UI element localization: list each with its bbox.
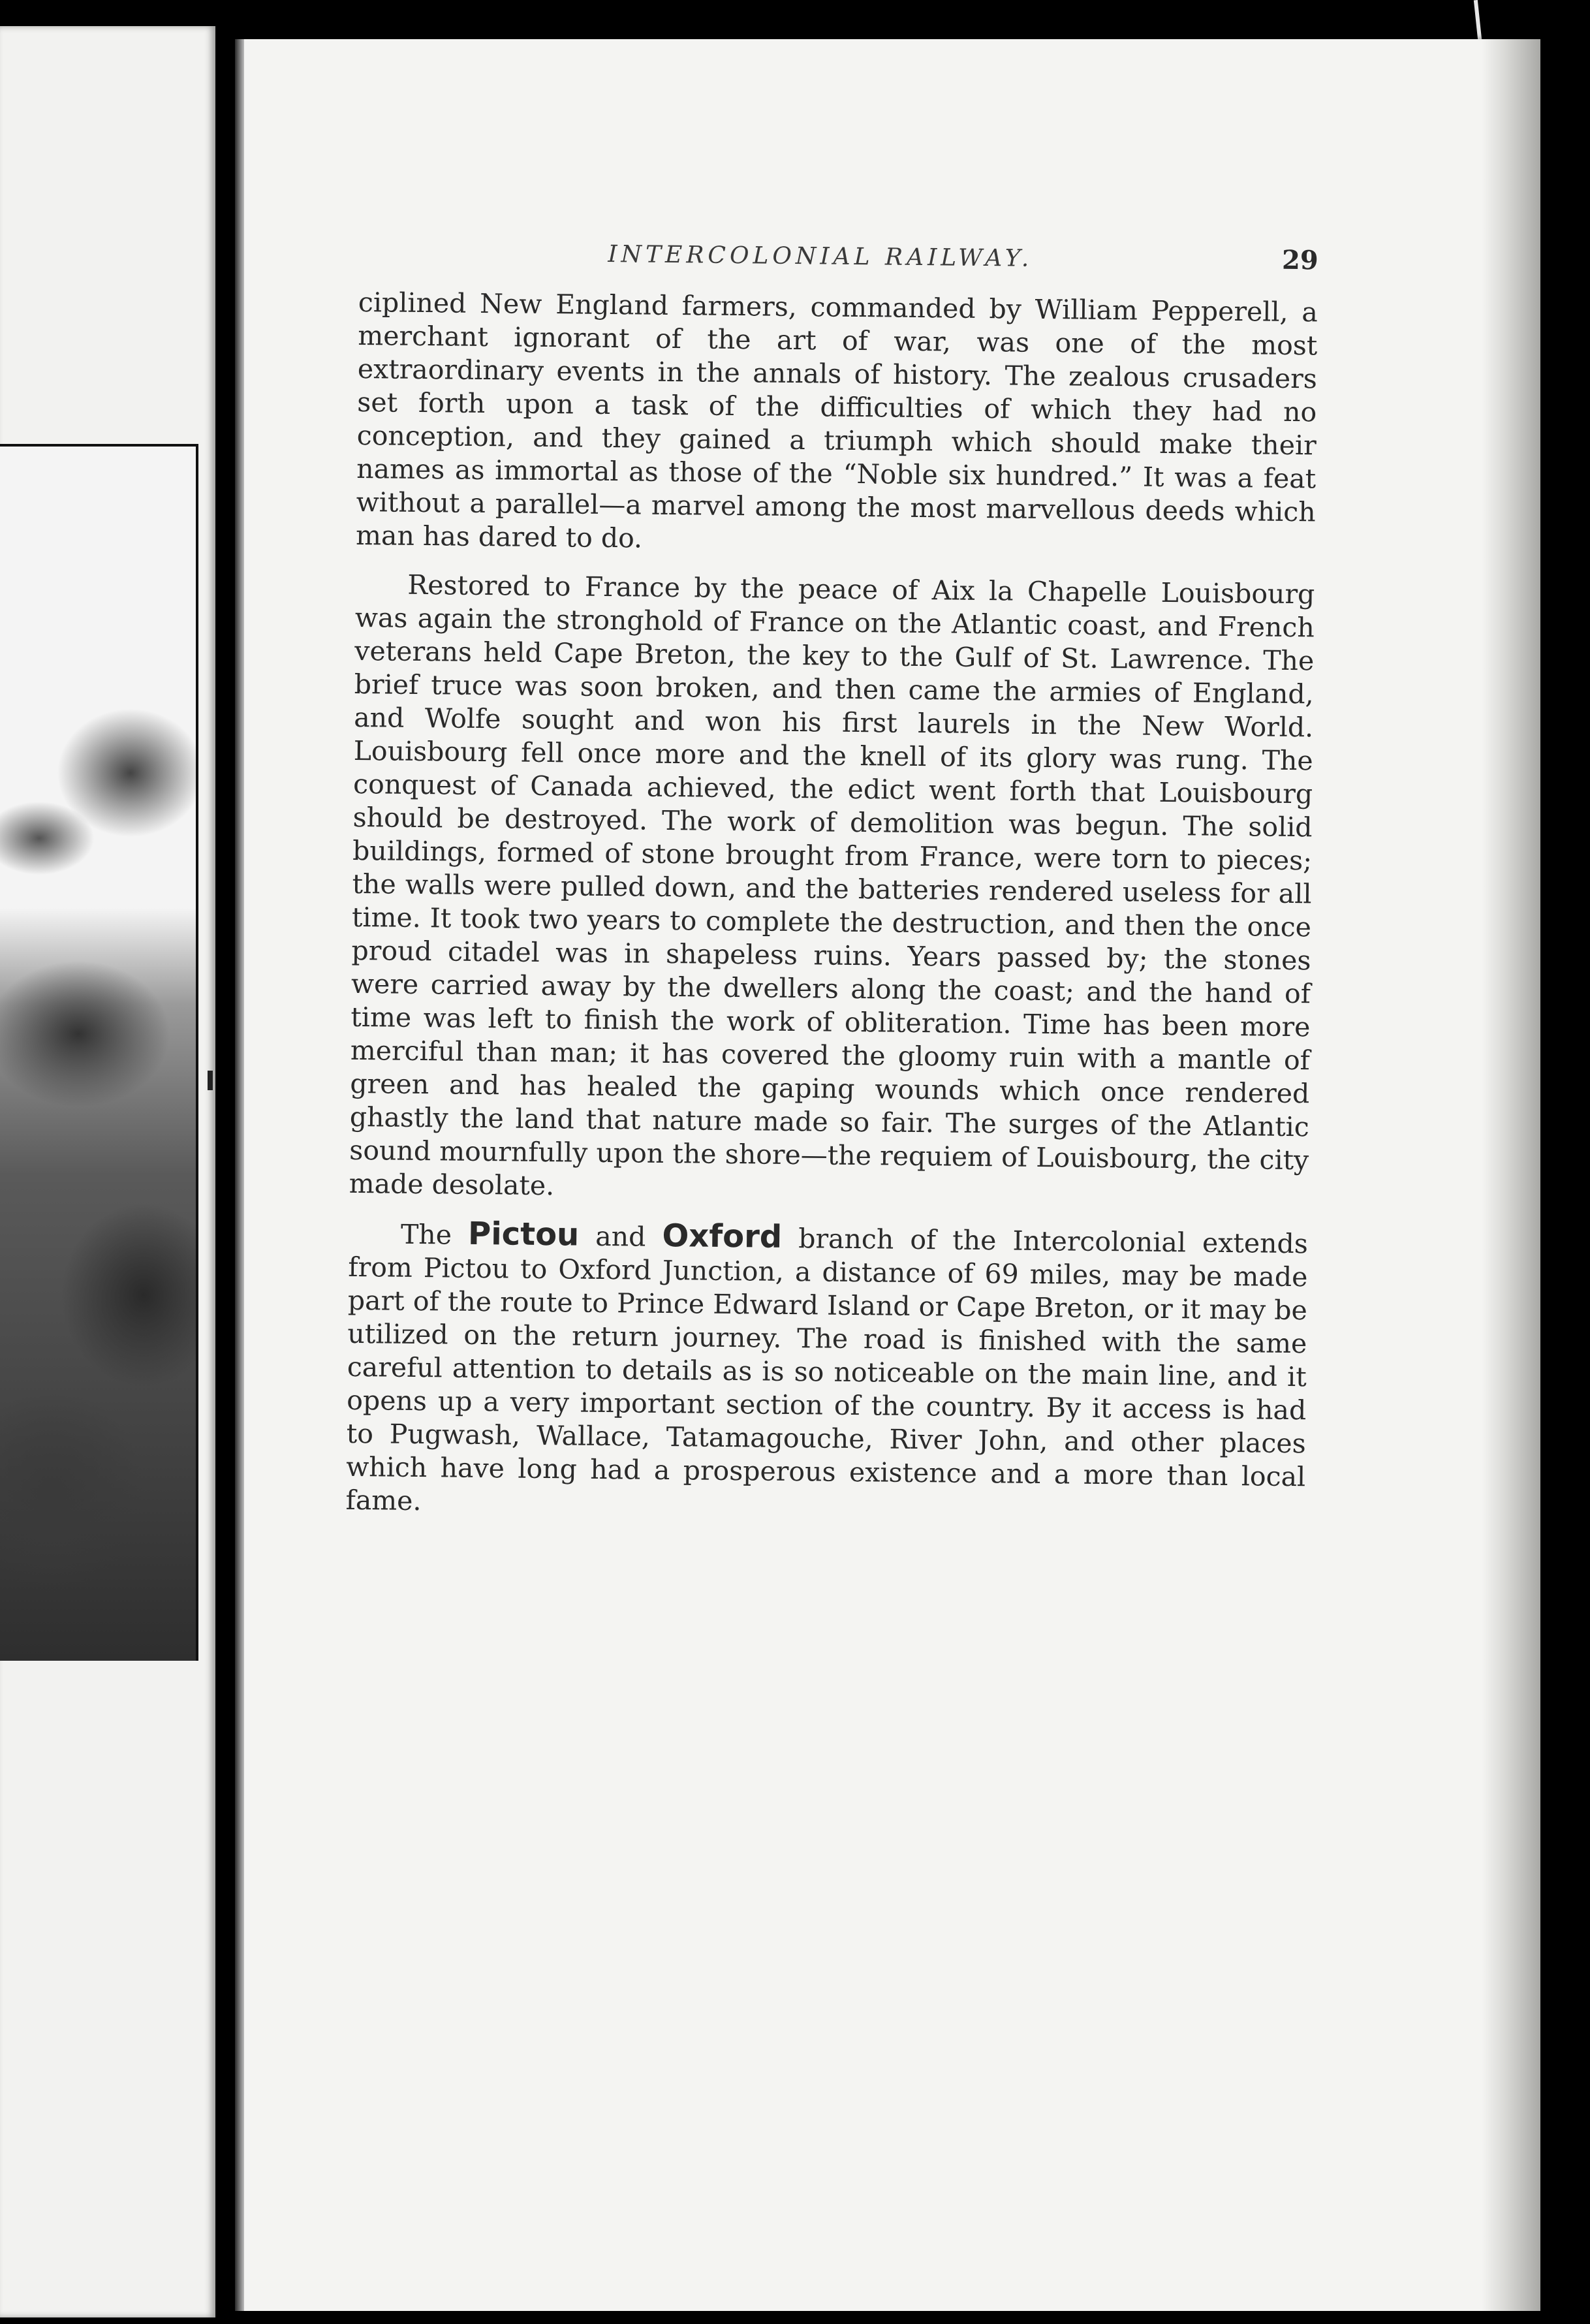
paragraph-3-and: and: [595, 1220, 646, 1253]
paragraph-3: [345, 1216, 1308, 1527]
paragraph-3-lead: The: [400, 1218, 452, 1251]
right-page: [235, 39, 1540, 2311]
running-title: INTERCOLONIAL RAILWAY.: [608, 240, 1033, 272]
place-name-pictou: Pictou: [467, 1215, 580, 1253]
page-edge-shadow: [1482, 39, 1540, 2311]
paragraph-2: Restored to France by the peace of Aix la Chapelle Louisbourg was again the stronghold of France on the Atlantic coast, and French veterans held Cape Breton, the key to the Gulf of St. Lawrence. The brief truce was soon broken, and then came the armies of England, and Wolfe sought and won his first laurels in the New World. Louisbourg fell once more and the knell of its glory was rung. The conquest of Canada achieved, the edict went forth that Louisbourg should be destroyed. The work of demolition was begun. The solid buildings, formed of stone brought from France, were torn to pieces; the walls were pulled down, and the batteries rendered useless for all time. It took two years to complete the destruction, and then the once proud citadel was in shapeless ruins. Years passed by; the stones were carried away by the dwellers along the coast; and the hand of time was left to finish the work of obliteration. Time has been more merciful than man; it has covered the gloomy ruin with a mantle of green and has healed the gaping wounds which once rendered ghastly the land that nature made so fair. The surges of the Atlantic sound mournfully upon the shore—the requiem of Louisbourg, the city made desolate.: [349, 569, 1315, 1202]
left-page: [0, 26, 215, 2317]
text-block: [345, 235, 1318, 1543]
page-spine-shadow: [235, 39, 244, 2311]
left-page-photograph: [0, 444, 198, 1661]
paragraph-3-rest: branch of the Intercolonial extends from Pictou to Oxford Junction, a distance of 69 miles, may be made part of the route to Prince Edward Island or Cape Breton, or it may be utilized on the return journey. The road is finished with the same careful attention to details as is so noticeable on the main line, and it opens up a very important section of the country. By it access is had to Pugwash, Wallace, Tatamagouche, River John, and other places which have long had a prosperous existence and a more than local fame.: [345, 1223, 1309, 1517]
left-page-edge-mark: [208, 1071, 213, 1090]
place-name-oxford: Oxford: [662, 1217, 783, 1255]
paragraph-1: ciplined New England farmers, commanded by William Pepperell, a merchant ignorant of the art of war, was one of the most extraordinary events in the annals of history. The zealous crusaders set forth upon a task of the difficulties of which they had no conception, and they gained a triumph which should make their names as immortal as those of the “Noble six hundred.” It was a feat without a parallel—a marvel among the most marvellous deeds which man has dared to do.: [355, 286, 1318, 554]
running-head: [358, 235, 1318, 284]
page-number: 29: [1281, 244, 1318, 276]
